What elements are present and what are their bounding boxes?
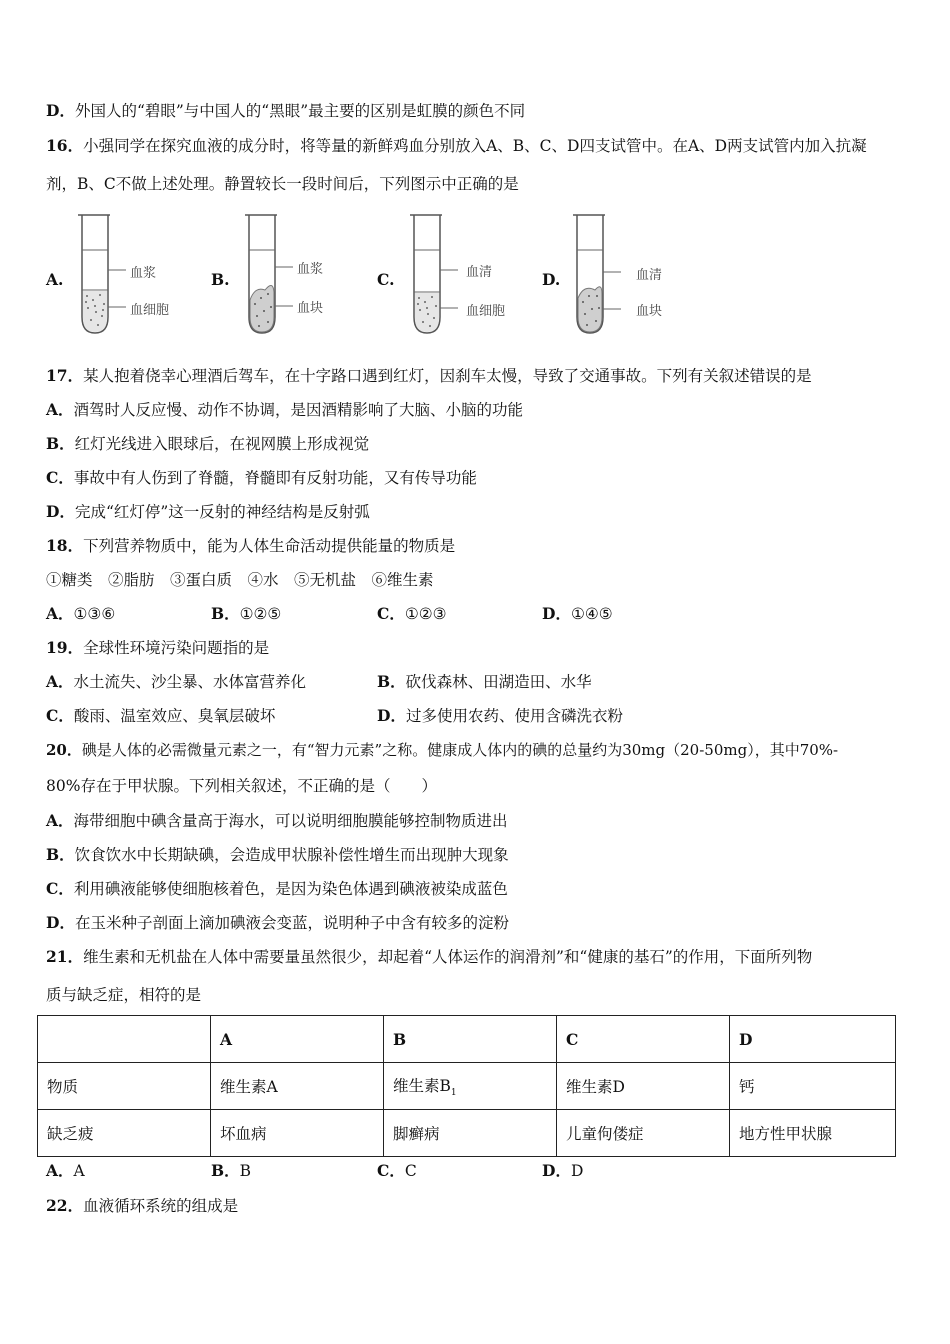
table-cell: 钙 xyxy=(730,1063,896,1110)
table-row xyxy=(38,1063,896,1110)
q20-option-b: B．饮食饮水中长期缺碘，会造成甲状腺补偿性增生而出现肿大现象 xyxy=(46,845,509,864)
q19-stem: 19．全球性环境污染问题指的是 xyxy=(46,638,270,657)
test-tube-b-icon xyxy=(243,212,303,337)
table-row xyxy=(38,1110,896,1157)
vitamin-b-label: 维生素B xyxy=(393,1076,451,1095)
q20-stem-line2: 80%存在于甲状腺。下列相关叙述，不正确的是（ ） xyxy=(46,777,437,795)
q18-items: ①糖类 ②脂肪 ③蛋白质 ④水 ⑤无机盐 ⑥维生素 xyxy=(46,571,434,589)
table-cell: B xyxy=(384,1016,557,1063)
q21-option-d: D．D xyxy=(542,1161,584,1180)
subscript: 1 xyxy=(450,1088,457,1099)
table-row xyxy=(38,1016,896,1063)
q20-option-d: D．在玉米种子剖面上滴加碘液会变蓝，说明种子中含有较多的淀粉 xyxy=(46,913,509,932)
q20-option-c: C．利用碘液能够使细胞核着色，是因为染色体遇到碘液被染成蓝色 xyxy=(46,879,508,898)
q21-option-b: B．B xyxy=(211,1161,251,1180)
q21-table xyxy=(37,1015,896,1157)
q21-option-c: C．C xyxy=(377,1161,417,1180)
q16-option-a-letter: A. xyxy=(46,270,64,289)
q16-a-top-label: 血浆 xyxy=(130,266,157,281)
test-tube-c-icon xyxy=(408,212,468,337)
q16-b-bottom-label: 血块 xyxy=(297,301,324,316)
table-cell: 缺乏疲 xyxy=(38,1110,211,1157)
q16-d-top-label: 血清 xyxy=(636,268,663,283)
test-tube-a-icon xyxy=(76,212,136,337)
q17-stem: 17．某人抱着侥幸心理酒后驾车，在十字路口遇到红灯，因刹车太慢，导致了交通事故。下列有关叙述错误的是 xyxy=(46,366,812,385)
q17-option-a: A．酒驾时人反应慢、动作不协调，是因酒精影响了大脑、小脑的功能 xyxy=(46,400,524,419)
q16-a-bottom-label: 血细胞 xyxy=(130,303,170,318)
q16-c-top-label: 血清 xyxy=(466,265,493,280)
q15-option-d: D．外国人的“碧眼”与中国人的“黑眼”最主要的区别是虹膜的颜色不同 xyxy=(46,101,526,120)
table-cell: 物质 xyxy=(38,1063,211,1110)
q21-stem-line2: 质与缺乏症，相符的是 xyxy=(46,986,202,1004)
table-cell: C xyxy=(557,1016,730,1063)
table-cell: A xyxy=(211,1016,384,1063)
q18-option-b: B．①②⑤ xyxy=(211,604,282,623)
q21-option-a: A．A xyxy=(46,1161,85,1180)
q18-option-c: C．①②③ xyxy=(377,604,447,623)
q16-option-d-letter: D. xyxy=(542,270,561,289)
q18-option-d: D．①④⑤ xyxy=(542,604,613,623)
q17-option-c: C．事故中有人伤到了脊髓，脊髓即有反射功能，又有传导功能 xyxy=(46,468,477,487)
q16-stem-line1: 16．小强同学在探究血液的成分时，将等量的新鲜鸡血分别放入A、B、C、D四支试管中。在A、D两支试管内加入抗凝 xyxy=(46,136,867,155)
table-cell xyxy=(384,1063,557,1110)
q21-stem-line1: 21．维生素和无机盐在人体中需要量虽然很少，却起着“人体运作的润滑剂”和“健康的基石”的作用，下面所列物 xyxy=(46,947,813,966)
q17-option-b: B．红灯光线进入眼球后，在视网膜上形成视觉 xyxy=(46,434,370,453)
q16-b-top-label: 血浆 xyxy=(297,262,324,277)
table-cell: 地方性甲状腺 xyxy=(730,1110,896,1157)
q19-option-c: C．酸雨、温室效应、臭氧层破坏 xyxy=(46,706,276,725)
q20-option-a: A．海带细胞中碘含量高于海水，可以说明细胞膜能够控制物质进出 xyxy=(46,811,508,830)
q19-option-b: B．砍伐森林、田湖造田、水华 xyxy=(377,672,592,691)
q17-option-d: D．完成“红灯停”这一反射的神经结构是反射弧 xyxy=(46,502,370,521)
q16-c-bottom-label: 血细胞 xyxy=(466,304,506,319)
table-cell: D xyxy=(730,1016,896,1063)
q16-stem-line2: 剂，B、C不做上述处理。静置较长一段时间后，下列图示中正确的是 xyxy=(46,175,519,193)
q20-stem-line1: 20．碘是人体的必需微量元素之一，有“智力元素”之称。健康成人体内的碘的总量约为30mg（20-50mg），其中70%- xyxy=(46,741,839,759)
q19-option-d: D．过多使用农药、使用含磷洗衣粉 xyxy=(377,706,623,725)
q16-option-c-letter: C. xyxy=(377,270,395,289)
table-cell: 维生素A xyxy=(211,1063,384,1110)
table-cell: 坏血病 xyxy=(211,1110,384,1157)
table-cell: 儿童佝偻症 xyxy=(557,1110,730,1157)
table-cell: 脚癣病 xyxy=(384,1110,557,1157)
q16-option-b-letter: B. xyxy=(211,270,230,289)
table-cell xyxy=(38,1016,211,1063)
q22-stem: 22．血液循环系统的组成是 xyxy=(46,1196,239,1215)
q18-option-a: A．①③⑥ xyxy=(46,604,116,623)
test-tube-d-icon xyxy=(571,212,631,337)
table-cell: 维生素D xyxy=(557,1063,730,1110)
q19-option-a: A．水土流失、沙尘暴、水体富营养化 xyxy=(46,672,307,691)
q18-stem: 18．下列营养物质中，能为人体生命活动提供能量的物质是 xyxy=(46,536,456,555)
q16-d-bottom-label: 血块 xyxy=(636,304,663,319)
